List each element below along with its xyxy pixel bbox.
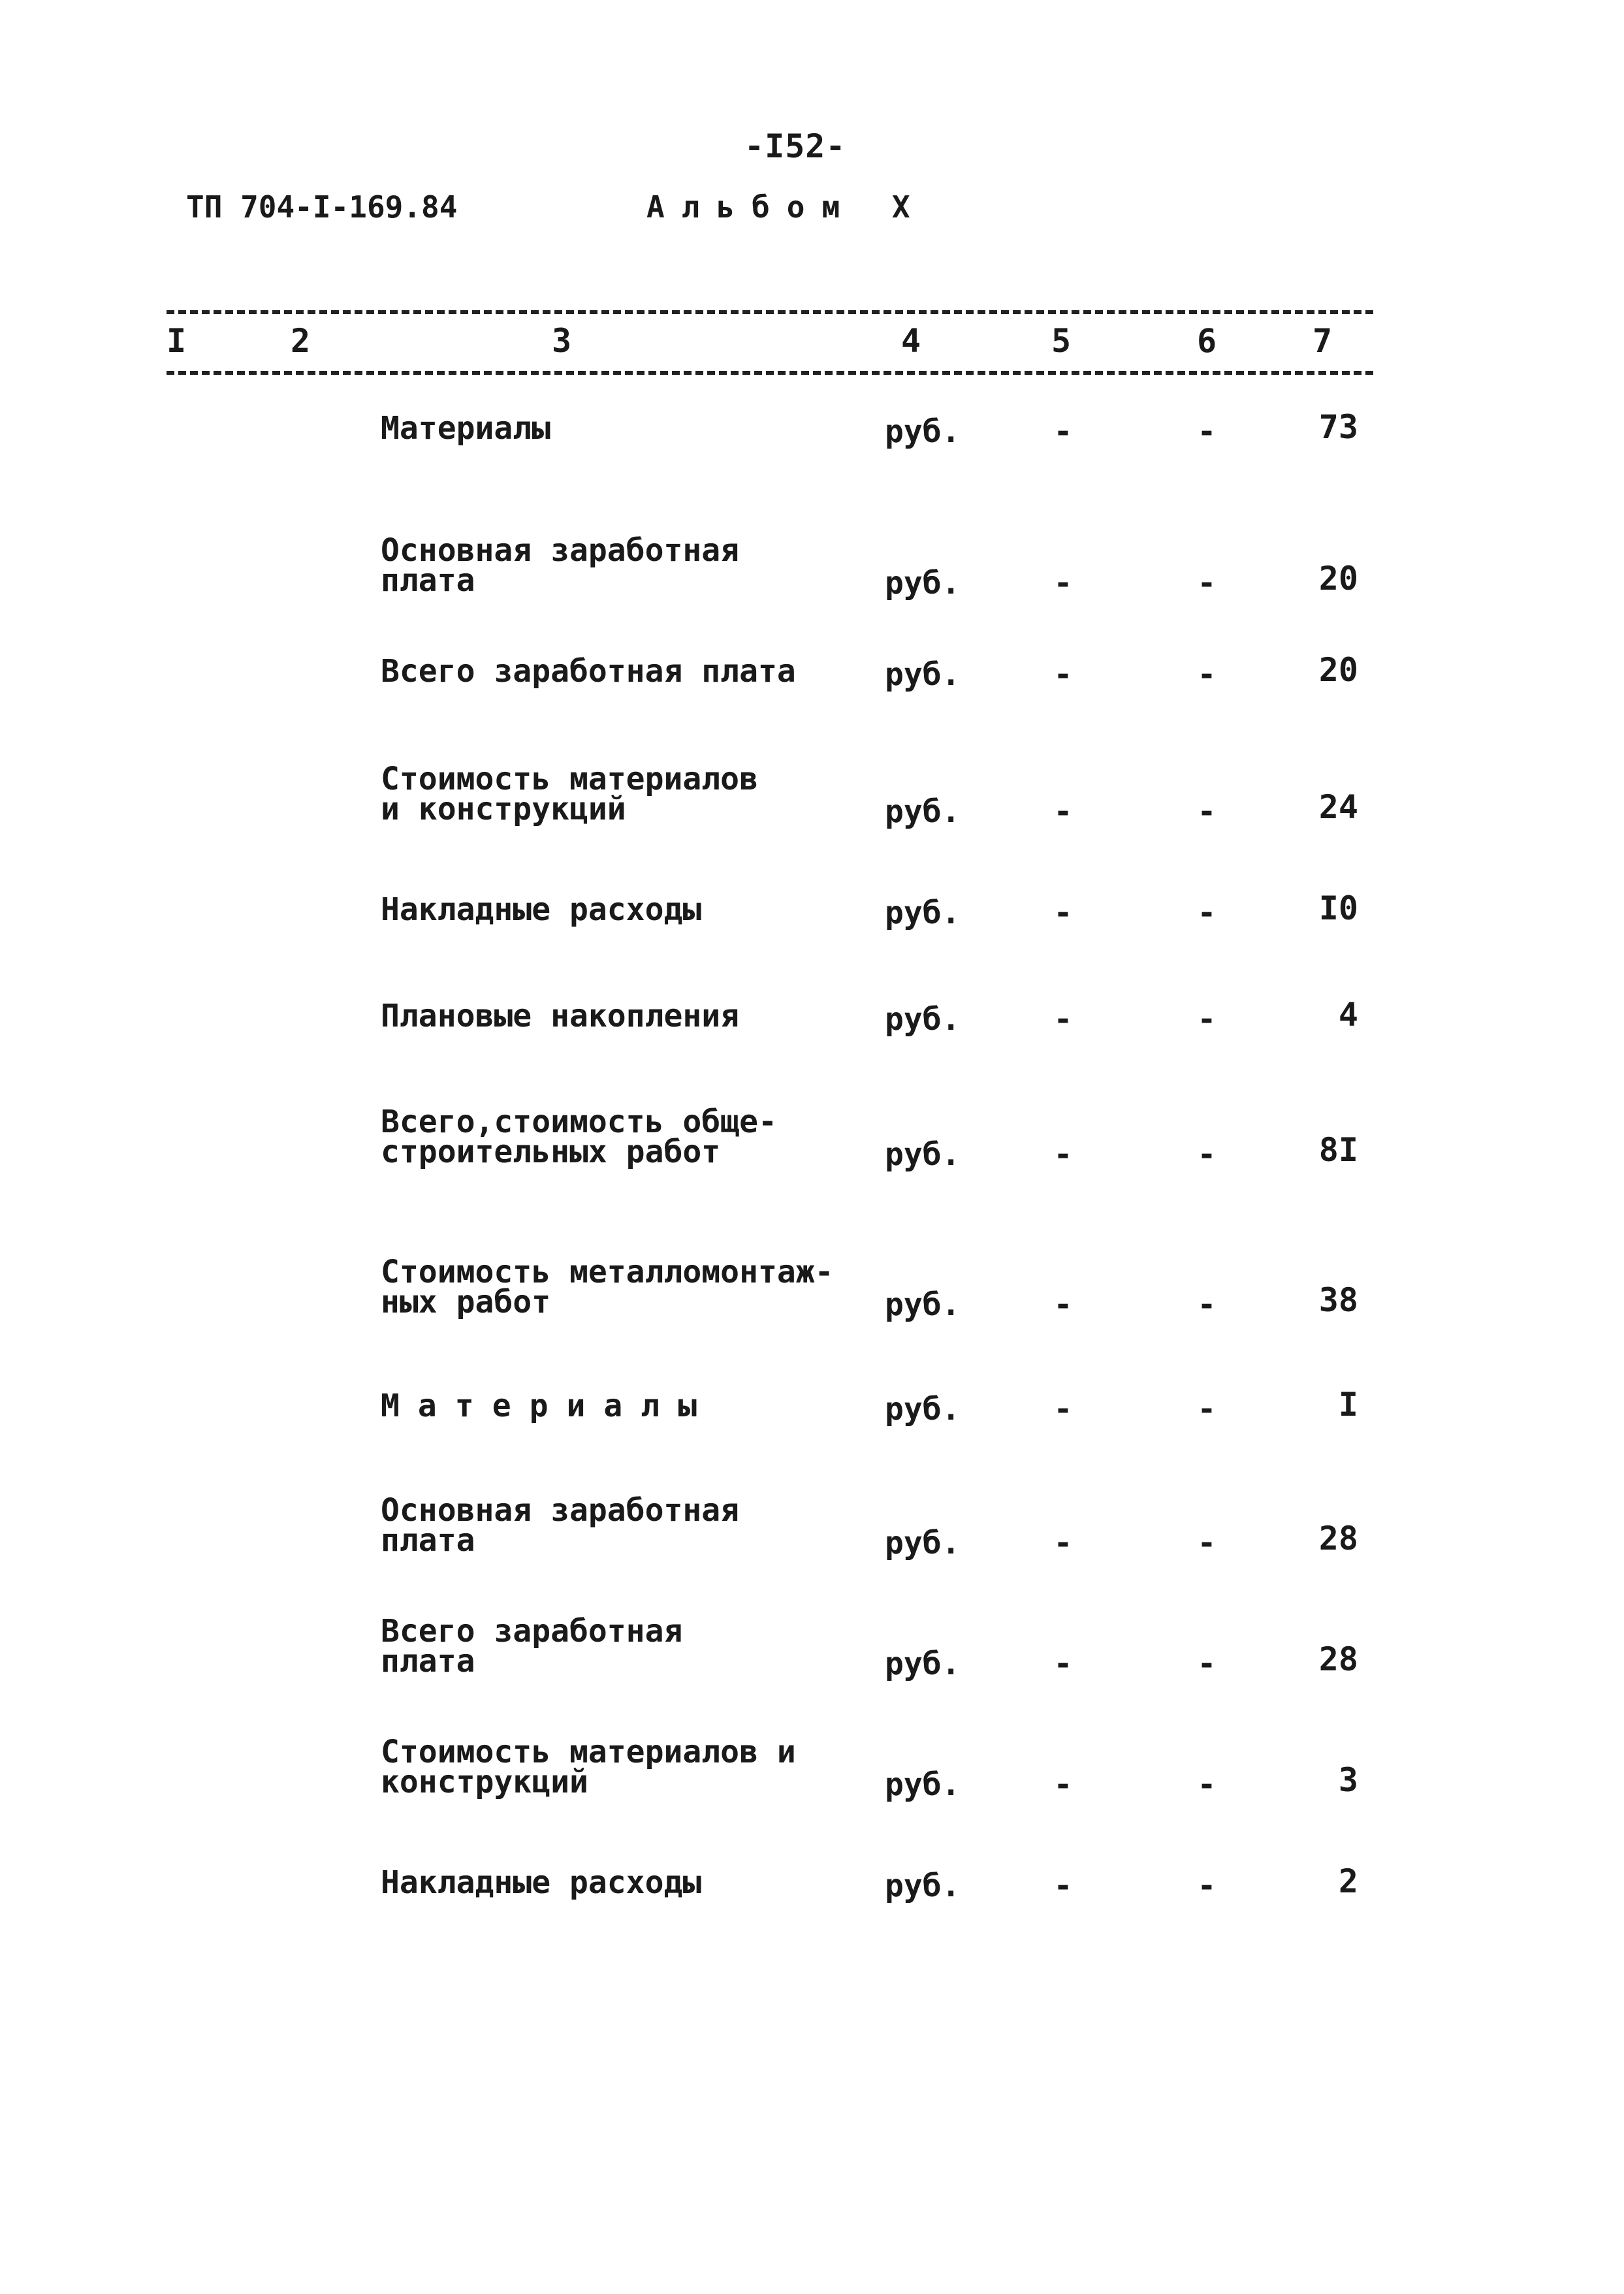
row-col5: - [1053, 1646, 1073, 1682]
row-value: 2 [1338, 1862, 1358, 1900]
page-number: -I52- [744, 127, 846, 165]
row-col6: - [1197, 895, 1217, 931]
column-header-2: 2 [290, 322, 311, 360]
header-top-rule [167, 310, 1373, 314]
row-unit: руб. [885, 793, 961, 830]
column-header-7: 7 [1312, 322, 1333, 360]
row-col5: - [1053, 895, 1073, 931]
row-value: 24 [1318, 788, 1358, 826]
album-title: Альбом X [646, 189, 927, 225]
row-unit: руб. [885, 1525, 961, 1561]
row-col6: - [1197, 1391, 1217, 1427]
row-value: 20 [1318, 560, 1358, 597]
row-description: Всего заработная плата [381, 653, 796, 690]
row-value: 38 [1318, 1281, 1358, 1319]
row-unit: руб. [885, 1646, 961, 1682]
row-value: I [1338, 1386, 1358, 1424]
row-description: Материалы [381, 1388, 716, 1424]
row-value: 73 [1318, 408, 1358, 446]
row-col5: - [1053, 1286, 1073, 1323]
row-col6: - [1197, 1766, 1217, 1803]
row-col5: - [1053, 1525, 1073, 1561]
column-header-6: 6 [1196, 322, 1217, 360]
row-value: I0 [1318, 889, 1358, 927]
row-description: Накладные расходы [381, 1864, 702, 1901]
row-value: 28 [1318, 1640, 1358, 1678]
row-col6: - [1197, 1001, 1217, 1038]
row-description: Плановые накопления [381, 998, 740, 1034]
row-unit: руб. [885, 565, 961, 601]
row-col6: - [1197, 793, 1217, 830]
row-unit: руб. [885, 413, 961, 450]
row-col6: - [1197, 1525, 1217, 1561]
row-unit: руб. [885, 1868, 961, 1904]
document-code: ТП 704-I-169.84 [186, 189, 458, 225]
row-col6: - [1197, 565, 1217, 601]
row-description: Материалы [381, 410, 551, 447]
row-col5: - [1053, 413, 1073, 450]
row-col5: - [1053, 1136, 1073, 1173]
row-col6: - [1197, 1868, 1217, 1904]
row-col6: - [1197, 1136, 1217, 1173]
row-value: 4 [1338, 996, 1358, 1034]
row-description: Накладные расходы [381, 891, 702, 928]
row-unit: руб. [885, 1001, 961, 1038]
row-col5: - [1053, 1391, 1073, 1427]
row-description: Стоимость материалов и конструкций [381, 1734, 796, 1800]
row-col5: - [1053, 1001, 1073, 1038]
row-description: Всего,стоимость обще- строительных работ [381, 1104, 777, 1170]
row-value: 8I [1318, 1131, 1358, 1169]
row-description: Стоимость металломонтаж- ных работ [381, 1254, 834, 1320]
row-description: Всего заработная плата [381, 1613, 683, 1680]
row-description: Основная заработная плата [381, 532, 740, 599]
row-col5: - [1053, 656, 1073, 693]
row-col5: - [1053, 1868, 1073, 1904]
row-value: 28 [1318, 1520, 1358, 1557]
row-unit: руб. [885, 1136, 961, 1173]
row-unit: руб. [885, 1391, 961, 1427]
row-description: Стоимость материалов и конструкций [381, 761, 758, 827]
column-header-5: 5 [1051, 322, 1072, 360]
row-unit: руб. [885, 895, 961, 931]
row-unit: руб. [885, 1766, 961, 1803]
row-unit: руб. [885, 1286, 961, 1323]
row-unit: руб. [885, 656, 961, 693]
row-col6: - [1197, 1286, 1217, 1323]
header-bottom-rule [167, 371, 1373, 375]
column-header-1: I [166, 322, 187, 360]
row-col6: - [1197, 413, 1217, 450]
row-col5: - [1053, 1766, 1073, 1803]
column-header-4: 4 [900, 322, 921, 360]
row-value: 3 [1338, 1761, 1358, 1799]
row-col5: - [1053, 793, 1073, 830]
column-header-3: 3 [551, 322, 572, 360]
row-description: Основная заработная плата [381, 1492, 740, 1559]
row-col5: - [1053, 565, 1073, 601]
row-col6: - [1197, 1646, 1217, 1682]
row-value: 20 [1318, 651, 1358, 689]
row-col6: - [1197, 656, 1217, 693]
